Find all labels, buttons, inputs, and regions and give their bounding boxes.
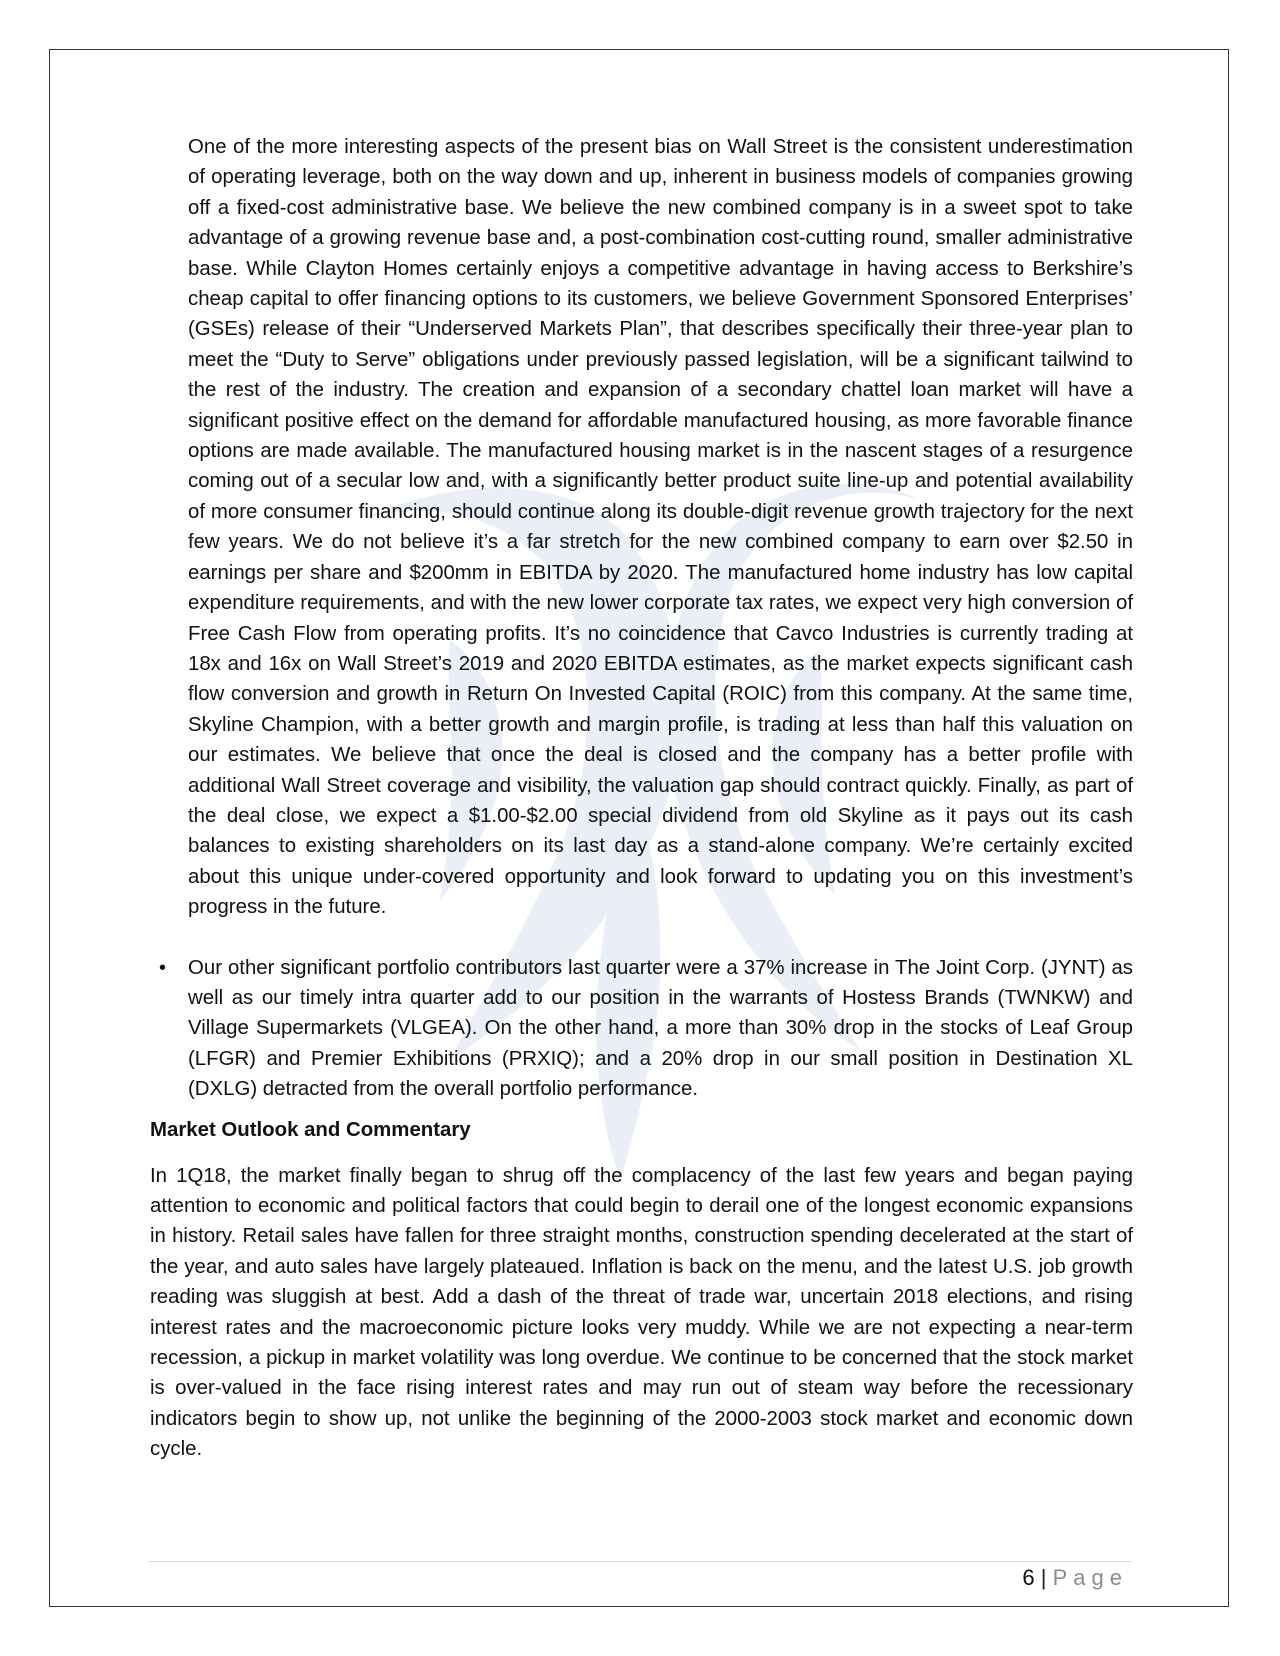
page-label: Page: [1052, 1565, 1128, 1590]
page-number: 6: [1022, 1565, 1035, 1590]
intro-paragraph: One of the more interesting aspects of the present bias on Wall Street is the consistent underestimation of operating leverage, both on the way down and up, inherent in business models of companies growing off a fixed-cost administrative base. We believe the new combined company is in a sweet spot to take advantage of a growing revenue base and, a post-combination cost-cutting round, smaller administrative base. While Clayton Homes certainly enjoys a competitive advantage in having access to Berkshire’s cheap capital to offer financing options to its customers, we believe Government Sponsored Enterprises’ (GSEs) release of their “Underserved Markets Plan”, that describes specifically their three-year plan to meet the “Duty to Serve” obligations under previously passed legislation, will be a significant tailwind to the rest of the industry. The creation and expansion of a secondary chattel loan market will have a significant positive effect on the demand for affordable manufactured housing, as more favorable finance options are made available. The manufactured housing market is in the nascent stages of a resurgence coming out of a secular low and, with a significantly better product suite line-up and potential availability of more consumer financing, should continue along its double-digit revenue growth trajectory for the next few years. We do not believe it’s a far stretch for the new combined company to earn over $2.50 in earnings per share and $200mm in EBITDA by 2020. The manufactured home industry has low capital expenditure requirements, and with the new lower corporate tax rates, we expect very high conversion of Free Cash Flow from operating profits. It’s no coincidence that Cavco Industries is currently trading at 18x and 16x on Wall Street’s 2019 and 2020 EBITDA estimates, as the market expects significant cash flow conversion and growth in Return On Invested Capital (ROIC) from this company. At the same time, Skyline Champion, with a better growth and margin profile, is trading at less than half this valuation on our estimates. We believe that once the deal is closed and the company has a better profile with additional Wall Street coverage and visibility, the valuation gap should contract quickly. Finally, as part of the deal close, we expect a $1.00-$2.00 special dividend from old Skyline as it pays out its cash balances to existing shareholders on its last day as a stand-alone company. We’re certainly excited about this unique under-covered opportunity and look forward to updating you on this investment’s progress in the future.: [188, 136, 1133, 919]
bullet-list-item: [159, 953, 1133, 1105]
bullet-paragraph: Our other significant portfolio contributors last quarter were a 37% increase in The Joint Corp. (JYNT) as well as our timely intra quarter add to our position in the warrants of Hostess Brands (TWNKW) and Village Supermarkets (VLGEA). On the other hand, a more than 30% drop in the stocks of Leaf Group (LFGR) and Premier Exhibitions (PRXIQ); and a 20% drop in our small position in Destination XL (DXLG) detracted from the overall portfolio performance.: [188, 956, 1133, 1101]
document-body: [150, 132, 1133, 1465]
footer-divider: [148, 1561, 1132, 1562]
market-outlook-paragraph: In 1Q18, the market finally began to shrug off the complacency of the last few years and began paying attention to economic and political factors that could begin to derail one of the longest economic expansions in history. Retail sales have fallen for three straight months, construction spending decelerated at the start of the year, and auto sales have largely plateaued. Inflation is back on the menu, and the latest U.S. job growth reading was sluggish at best. Add a dash of the threat of trade war, uncertain 2018 elections, and rising interest rates and the macroeconomic picture looks very muddy. While we are not expecting a near-term recession, a pickup in market volatility was long overdue. We continue to be concerned that the stock market is over-valued in the face rising interest rates and may run out of steam way before the recessionary indicators begin to show up, not unlike the beginning of the 2000-2003 stock market and economic down cycle.: [150, 1164, 1133, 1461]
page-footer: [1022, 1562, 1128, 1594]
footer-separator: |: [1040, 1565, 1047, 1590]
bullet-icon: •: [159, 956, 167, 979]
section-heading: Market Outlook and Commentary: [150, 1118, 471, 1141]
